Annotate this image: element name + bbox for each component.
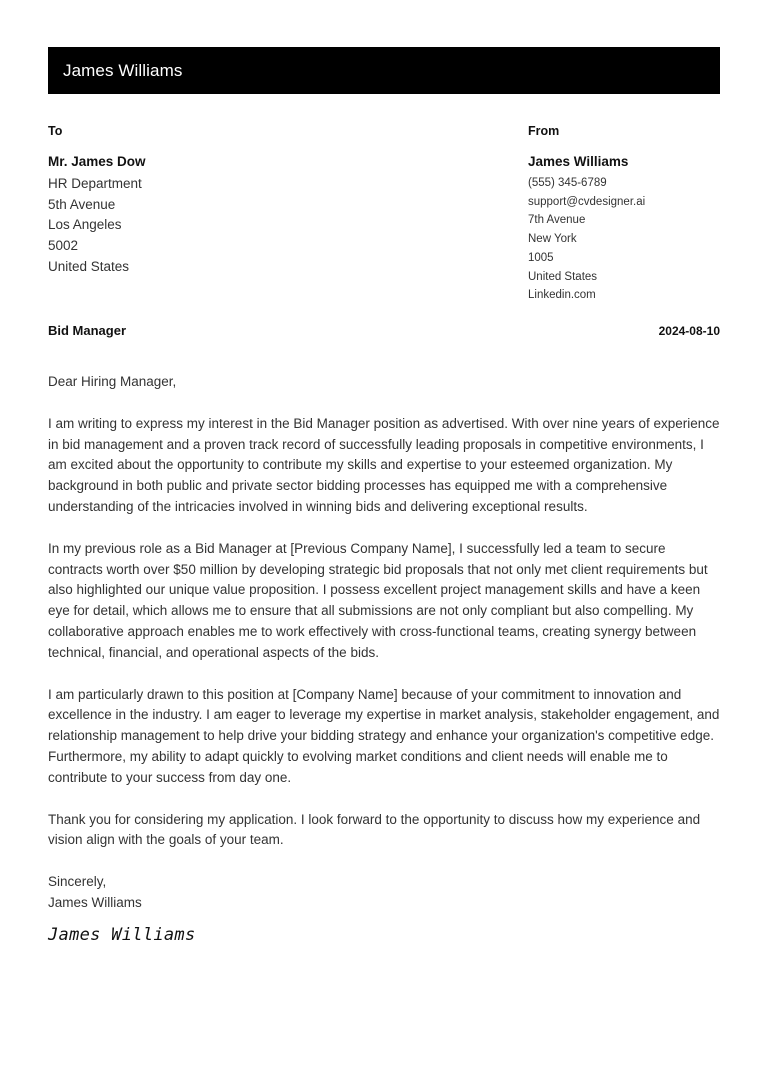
- sender-city: New York: [528, 233, 577, 246]
- closing-valediction: Sincerely,: [48, 874, 107, 889]
- sender-phone: (555) 345-6789: [528, 177, 607, 189]
- subject-row: [48, 323, 720, 338]
- body-paragraph-1: I am writing to express my interest in the Bid Manager position as advertised. With over nine years of experience in bid management and a proven track record of successfully leading proposals in competitive environments, I am excited about the opportunity to contribute my skills and expertise to your esteemed organization. My background in both public and private sector bidding processes has equipped me with a comprehensive understanding of the intricacies involved in winning bids and delivering exceptional results.: [48, 415, 720, 514]
- body-paragraph-2: In my previous role as a Bid Manager at [Previous Company Name], I successfully led a team to secure contracts worth over $50 million by developing strategic bid proposals that not only met client requirements but also highlighted our unique value proposition. I possess excellent project management skills and have a keen eye for detail, which allows me to ensure that all submissions are not only compliant but also compelling. My collaborative approach enables me to work effectively with cross-functional teams, creating synergy between technical, financial, and operational aspects of the bids.: [48, 540, 708, 660]
- recipient-city: Los Angeles: [48, 217, 122, 233]
- sender-email: support@cvdesigner.ai: [528, 195, 646, 208]
- sender-country: United States: [528, 270, 598, 283]
- sender-label: From: [528, 124, 560, 138]
- body-paragraph-3: I am particularly drawn to this position at [Company Name] because of your commitment to innovation and excellence in the industry. I am eager to leverage my expertise in market analysis, stakeholder engagement, and relationship management to help drive your bidding strategy and enhance your organization's competitive edge. Furthermore, my ability to adapt quickly to evolving market conditions and client needs will enable me to contribute to your success from day one.: [48, 686, 720, 785]
- recipient-country: United States: [48, 258, 130, 274]
- header-bar: [48, 47, 720, 94]
- recipient-name: Mr. James Dow: [48, 154, 146, 169]
- body-paragraph-4: Thank you for considering my application. I look forward to the opportunity to discuss how my experience and vision align with the goals of your team.: [48, 811, 701, 848]
- closing-name: James Williams: [48, 894, 142, 910]
- sender-street: 7th Avenue: [528, 214, 586, 227]
- recipient-postal-code: 5002: [48, 238, 79, 254]
- sender-block: [528, 124, 720, 305]
- letter-closing: [48, 872, 448, 914]
- letter-greeting: Dear Hiring Manager,: [48, 374, 177, 389]
- recipient-block: [48, 124, 348, 278]
- recipient-label: To: [48, 124, 63, 138]
- letter-date: 2024-08-10: [658, 324, 720, 338]
- handwritten-signature: James Williams: [48, 925, 196, 945]
- recipient-street: 5th Avenue: [48, 196, 116, 212]
- letter-body: [48, 372, 720, 872]
- recipient-department: HR Department: [48, 176, 142, 191]
- sender-linkedin: Linkedin.com: [528, 289, 596, 302]
- sender-postal-code: 1005: [528, 251, 554, 264]
- letter-subject: Bid Manager: [48, 323, 127, 338]
- sender-name: James Williams: [528, 154, 629, 169]
- header-name: James Williams: [63, 60, 183, 80]
